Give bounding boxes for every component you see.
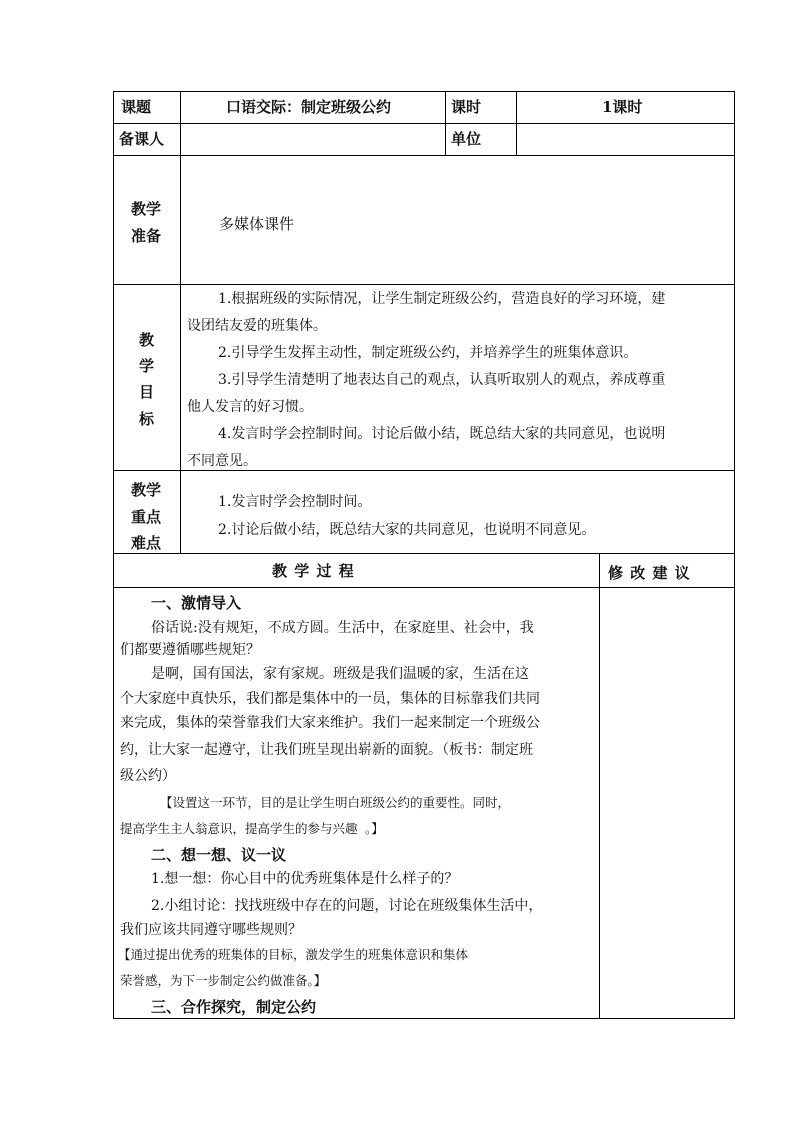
keypoints-label-3: 难点: [131, 534, 162, 552]
design-note: 荣誉感，为下一步制定公约做准备。】: [120, 973, 327, 988]
keypoints-label-2: 重点: [131, 508, 162, 526]
goals-line: 不同意见。: [187, 453, 257, 469]
section-title: 二、想一想、议一议: [151, 846, 287, 864]
process-line: 我们应该共同遵守哪些规则？: [120, 922, 302, 938]
keypoints-line: 1.发言时学会控制时间。: [218, 494, 372, 510]
goals-line: 他人发言的好习惯。: [187, 399, 313, 415]
design-note: 【设置这一环节，目的是让学生明白班级公约的重要性。同时，: [160, 795, 511, 810]
table-line: [113, 470, 735, 471]
design-note: 【通过提出优秀的班集体的目标，激发学生的班集体意识和集体: [118, 947, 469, 962]
prep-content: 多媒体课件: [219, 215, 295, 233]
process-header: 教 学 过 程: [272, 562, 355, 580]
goals-label-2: 学: [139, 357, 155, 375]
goals-line: 2.引导学生发挥主动性，制定班级公约，并培养学生的班集体意识。: [218, 345, 638, 361]
unit-label: 单位: [451, 130, 482, 148]
process-line: 约，让大家一起遵守，让我们班呈现出崭新的面貌。（板书：制定班: [120, 742, 533, 758]
period-label: 课时: [451, 98, 482, 116]
process-line: 级公约）: [120, 768, 176, 784]
table-line: [113, 587, 735, 588]
section-title: 三、合作探究，制定公约: [151, 998, 317, 1016]
preparer-label: 备课人: [119, 130, 165, 148]
table-line: [113, 1018, 735, 1019]
process-line: 们都要遵循哪些规矩？: [120, 642, 260, 658]
table-line: [113, 155, 735, 156]
keypoints-line: 2.讨论后做小结，既总结大家的共同意见，也说明不同意见。: [218, 522, 596, 538]
table-line: [113, 123, 735, 124]
goals-line: 3.引导学生清楚明了地表达自己的观点，认真听取别人的观点，养成尊重: [218, 372, 666, 388]
period-value: 1课时: [602, 98, 643, 116]
table-line: [445, 91, 446, 155]
goals-line: 1.根据班级的实际情况，让学生制定班级公约，营造良好的学习环境，建: [218, 291, 666, 307]
prep-label-line1: 教学: [131, 200, 162, 218]
table-line: [113, 91, 735, 92]
process-line: 是啊，国有国法，家有家规。班级是我们温暖的家，生活在这: [151, 666, 529, 682]
goals-line: 4.发言时学会控制时间。讨论后做小结，既总结大家的共同意见，也说明: [218, 426, 666, 442]
revision-header: 修 改 建 议: [608, 564, 691, 582]
table-line: [516, 91, 517, 155]
subject-value: 口语交际：制定班级公约: [226, 98, 392, 116]
process-line: 来完成，集体的荣誉靠我们大家来维护。我们一起来制定一个班级公: [120, 715, 540, 731]
table-line: [180, 91, 181, 553]
goals-line: 设团结友爱的班集体。: [187, 318, 327, 334]
table-line: [113, 284, 735, 285]
table-line: [734, 91, 735, 1019]
process-line: 2.小组讨论：找找班级中存在的问题，讨论在班级集体生活中，: [151, 898, 543, 914]
table-line: [599, 553, 600, 1019]
subject-label: 课题: [121, 98, 152, 116]
prep-label-line2: 准备: [131, 227, 162, 245]
design-note: 提高学生主人翁意识，提高学生的参与兴趣 。】: [120, 821, 384, 836]
keypoints-label-1: 教学: [131, 481, 162, 499]
process-line: 俗话说:没有规矩，不成方圆。生活中，在家庭里、社会中，我: [151, 620, 534, 636]
goals-label-1: 教: [139, 331, 155, 349]
table-line: [113, 553, 735, 554]
process-line: 1.想一想：你心目中的优秀班集体是什么样子的？: [151, 871, 459, 887]
section-title: 一、激情导入: [151, 594, 242, 612]
table-line: [113, 91, 114, 1019]
goals-label-4: 标: [139, 410, 155, 428]
goals-label-3: 目: [139, 383, 155, 401]
process-line: 个大家庭中真快乐，我们都是集体中的一员，集体的目标靠我们共同: [120, 691, 540, 707]
